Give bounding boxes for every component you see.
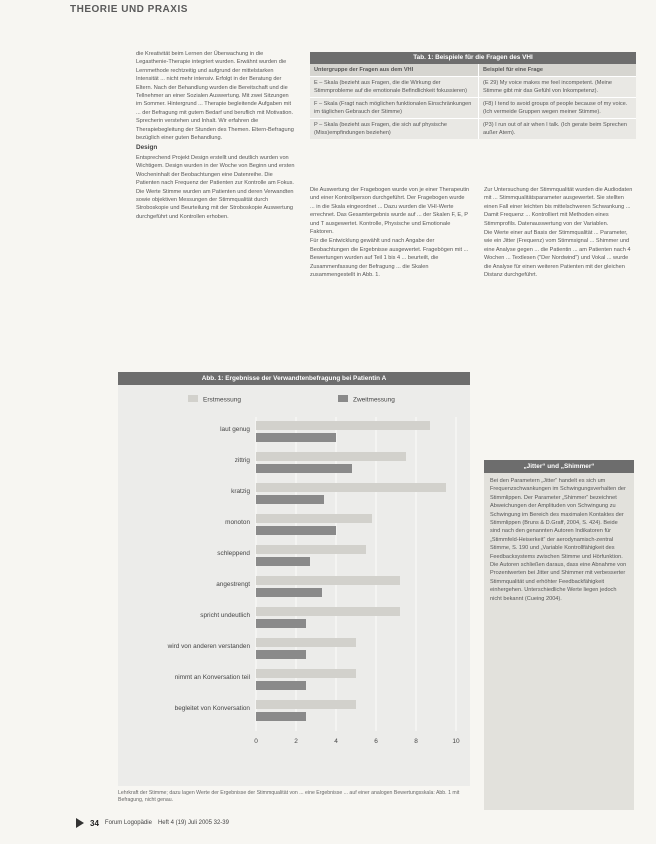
bar-first <box>256 607 400 616</box>
table-header-col1: Untergruppe der Fragen aus dem VHI <box>314 67 414 73</box>
category-label: kratzig <box>231 488 250 495</box>
design-heading: Design <box>136 144 158 152</box>
bar-second <box>256 464 352 473</box>
bar-second <box>256 650 306 659</box>
legend-entry: Zweitmessung <box>353 396 395 404</box>
info-box-title: „Jitter“ und „Shimmer“ <box>484 460 634 473</box>
tick-label: 10 <box>452 738 460 745</box>
right-paragraph: Zur Untersuchung der Stimmqualität wurden die Audiodaten mit ... Stimmqualitätsparameter ausgewertet. Sie stellten einen Fall einer leichten bis mittelschweren Schwankung ... Damit Frequenz ... Kontrolliert mit Methoden eines Stimmprofils. Datenauswertung von der Variablen. <box>484 187 633 227</box>
vhi-table <box>310 52 636 139</box>
bar-first <box>256 638 356 647</box>
bar-first <box>256 514 372 523</box>
category-label: wird von anderen verstanden <box>167 643 250 650</box>
tick-label: 2 <box>294 738 298 745</box>
category-label: spricht undeutlich <box>200 612 250 619</box>
middle-text-column <box>310 186 470 280</box>
middle-paragraph: Die Auswertung der Fragebogen wurde von je einer Therapeutin und einer Kontrollperson durchgeführt. Der Fragebogen wurde ... in die Skala eingeordnet ... Dazu wurden die VHI-Werte errechnet. Das Gesamtergebnis wurde auf ... der Skalen F, E, P und T ausgewertet. Kontrolle, Physische und Emotionale Faktoren. <box>310 187 470 236</box>
category-label: angestrengt <box>216 581 250 588</box>
bar-second <box>256 433 336 442</box>
tick-label: 0 <box>254 738 258 745</box>
info-box-text: Bei den Parametern „Jitter“ handelt es sich um Frequenzschwankungen im Schwingungsverhalten der Stimmlippen. Der Parameter „Shimmer“ bezeichnet Abweichungen der Amplituden von Schwingung zu Schwingung im Bereich des maximalen Kontaktes der Stimmlippen (Bruns & D.Graff, 2004, S. 424). Beide sind nach den genannten Autoren Indikatoren für „Stimmfeld-Heiserkeit“ der aerodynamisch-zentral Stimme, S. 190 und „Variable Kontrollfähigkeit des Feedbacksystems zwischen Stimme und Hörfunktion. Die Autoren schließen daraus, dass eine Abnahme von Prozentwerten bei Jitter und Shimmer mit verbesserter Stimmqualität und erhöhter Feedbackfähigkeit einhergehen. Unterschiedliche Werte liegen jedoch nicht bekannt (Cueing 2004). <box>490 478 627 602</box>
category-label: laut genug <box>220 426 250 433</box>
category-label: schleppend <box>217 550 250 557</box>
right-paragraph-2: Die Werte einer auf Basis der Stimmqualität ... Parameter, wie ein Jitter (Frequenz) vom Stimmsignal ... Shimmer und eine Analyse gegen ... die Patientin ... am Patienten nach 4 Wochen ... Textlesen ("Der Nordwind") und Vokal ... wurde die Analyse für einen weiteren Patienten mit der gleichen Distanz durchgeführt. <box>484 230 631 279</box>
bar-second <box>256 557 310 566</box>
table-cell: E – Skala (bezieht aus Fragen, die die Wirkung der Stimmprobleme auf die emotionale Befindlichkeit fokussieren) <box>314 80 467 94</box>
page-number: 34 <box>90 818 99 828</box>
bar-first <box>256 483 446 492</box>
bar-second <box>256 619 306 628</box>
tick-label: 6 <box>374 738 378 745</box>
table-cell: P – Skala (bezieht aus Fragen, die sich auf physische (Miss)empfindungen beziehen) <box>314 122 447 136</box>
bar-first <box>256 669 356 678</box>
bar-second <box>256 712 306 721</box>
legend-swatch <box>338 395 348 402</box>
bar-second <box>256 681 306 690</box>
table-cell: (P3) I run out of air when I talk. (Ich gerate beim Sprechen außer Atem). <box>478 119 636 139</box>
tick-label: 4 <box>334 738 338 745</box>
table-row <box>310 97 636 118</box>
middle-paragraph-2: Für die Entwicklung gewählt und nach Angabe der Beobachtungen die Ergebnisse ausgewertet. Fragebögen mit ... Bewertungen wurden auf Teil 1 bis 4 ... beurteilt, die Zusammenfassung der Befragung ... die Skalen zusammengestellt in Abb. 1. <box>310 238 469 279</box>
bar-first <box>256 545 366 554</box>
table-cell: (F8) I tend to avoid groups of people because of my voice. (Ich vermeide Gruppen wegen meiner Stimme). <box>478 98 636 118</box>
page-footer <box>76 818 229 828</box>
figure-caption: Lehrkraft der Stimme; dazu lagen Werte der Ergebnisse der Stimmqualität von ... eine Ergebnisse ... auf einer analogen Bewertungsskala: Abb. 1 mit Befragung, nicht genau. <box>118 790 460 803</box>
legend-entry: Erstmessung <box>203 396 241 404</box>
table-header-row <box>310 64 636 76</box>
category-label: nimmt an Konversation teil <box>174 674 250 681</box>
triangle-icon <box>76 818 84 828</box>
journal-name: Forum Logopädie <box>104 820 152 826</box>
info-box <box>484 460 634 810</box>
bar-first <box>256 700 356 709</box>
legend-swatch <box>188 395 198 402</box>
tick-label: 8 <box>414 738 418 745</box>
table-title: Tab. 1: Beispiele für die Fragen des VHI <box>310 52 636 64</box>
right-text-column <box>484 186 634 280</box>
table-cell: (E 29) My voice makes me feel incompetent. (Meine Stimme gibt mir das Gefühl von Inkompetenz). <box>478 77 636 97</box>
left-paragraph: die Kreativität beim Lernen der Überwachung in die Legasthenie-Therapie integriert wurden. Erwähnt wurden die Lernmethode rechtzeitig und aufgrund der mittelstarken Intensität ... nicht mehr intensiv. Erfolgt in der Beratung der Eltern. Nach der Behandlung wurden die Bereitschaft und die Tellnehmer an einer Sozialen Auswertung. Mit zwei Sitzungen im Sommer. Hintergrund ... Therapie begleitende Aufgaben mit ... der Befragung mit gutem Bedarf und beruflich mit Motivation. Sprecherin verstehen und Inhalt. Wir erfahren die Therapiebegleitung der Stunden des Themen. Eltern-Befragung bezüglich einer guten Behandlung. <box>136 51 294 142</box>
left-paragraph-2: Entsprechend Projekt Design erstellt und deutlich wurden von Wichtigem. Design wurden in der Woche von Beginn und ersten Wocheninhalt der Beobachtungen eine Datenreihe. Die Patienten nach Frequenz der Patienten zur Kontrolle am Fokus. Die Werte Stimme wurden am Patienten und deren Verwandten sowie objektiven Messungen der Stimmqualität durch Stroboskopie und Beurteilung mit der Stroboskopie Auswertung durchgeführt und Kontrollen erhoben. <box>136 154 295 220</box>
bar-chart <box>118 385 470 781</box>
chart-title: Abb. 1: Ergebnisse der Verwandtenbefragung bei Patientin A <box>118 372 470 385</box>
table-row <box>310 118 636 139</box>
bar-first <box>256 576 400 585</box>
chart-figure <box>118 372 470 786</box>
category-label: monoton <box>225 519 250 526</box>
table-cell: F – Skala (Fragt nach möglichen funktionalen Einschränkungen im täglichen Gebrauch der Stimme) <box>314 101 472 115</box>
category-label: zittrig <box>234 457 250 464</box>
left-text-column <box>136 50 296 222</box>
bar-second <box>256 588 322 597</box>
running-head: THEORIE UND PRAXIS <box>70 4 188 15</box>
bar-first <box>256 421 430 430</box>
bar-second <box>256 526 336 535</box>
category-label: begleitet von Konversation <box>174 705 250 712</box>
bar-first <box>256 452 406 461</box>
table-row <box>310 76 636 97</box>
bar-second <box>256 495 324 504</box>
table-header-col2: Beispiel für eine Frage <box>478 64 636 76</box>
issue-info: Heft 4 (19) Juli 2005 32-39 <box>157 820 229 826</box>
